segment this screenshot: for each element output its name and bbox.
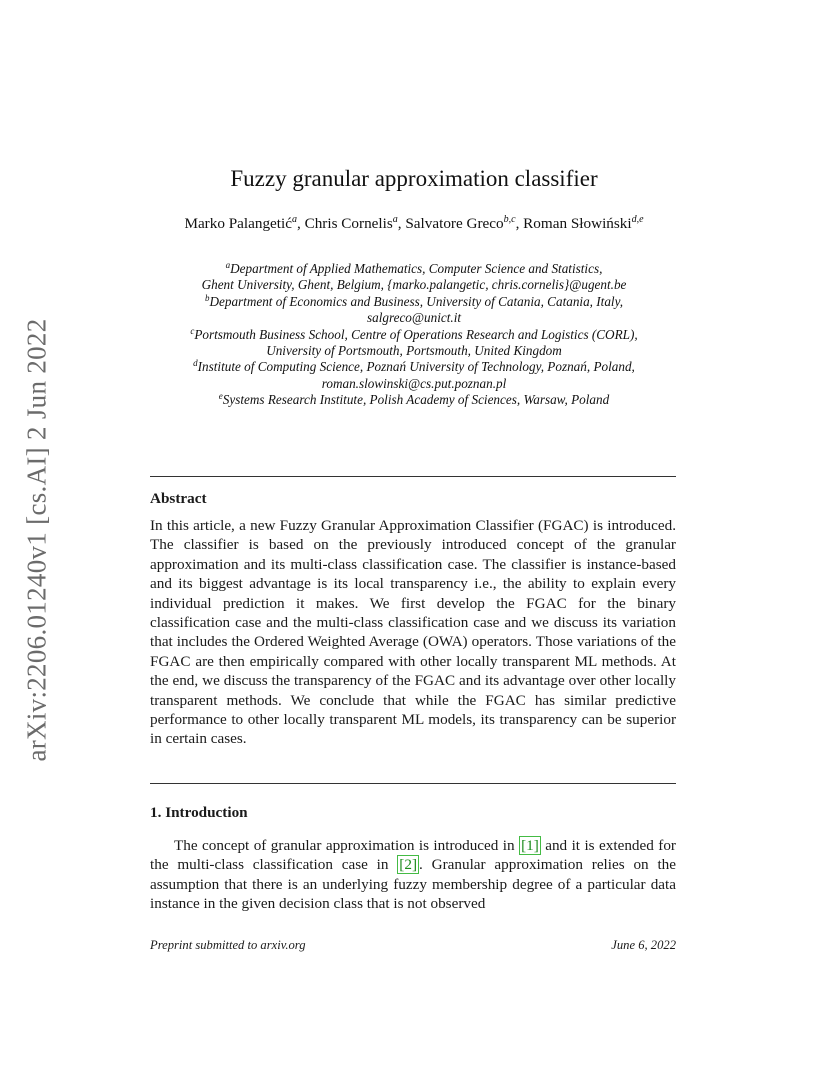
affiliation-mark: a [225,260,231,270]
affiliation-line [0,261,828,277]
affiliation-text: roman.slowinski@cs.put.poznan.pl [321,375,507,391]
affiliation-mark: c [190,325,195,336]
affiliations [0,261,828,409]
abstract-heading: Abstract [150,490,207,507]
affiliation-text: Ghent University, Ghent, Belgium, {marko.palangetic, chris.cornelis}@ugent.be [201,277,627,293]
affiliation-text: salgreco@unict.it [366,310,462,326]
submission-date: June 6, 2022 [611,938,676,952]
author-name: Marko Palangetić [184,215,292,232]
affiliation-line [0,392,828,408]
arxiv-identifier: arXiv:2206.01240v1 [cs.AI] 2 Jun 2022 [21,318,52,762]
abstract-text: In this article, a new Fuzzy Granular Approximation Classifier (FGAC) is introduced. The classifier is based on the previously introduced concept of the granular approximation and its multi-class classification case. The classifier is instance-based and its biggest advantage is its local transparency i.e., the ability to explain every individual prediction it makes. We first develop the FGAC for the binary classification case and the multi-class classification case and we discuss its variation that includes the Ordered Weighted Average (OWA) operators. Those variations of the FGAC are then empirically compared with other locally transparent ML methods. At the end, we discuss the transparency of the FGAC and its advantage over other locally transparent methods. We conclude that while the FGAC has similar predictive performance to other locally transparent ML models, its transparency can be superior in certain cases. [150,517,676,748]
paper-title: Fuzzy granular approximation classifier [230,166,598,191]
affiliation-text: Department of Applied Mathematics, Computer Science and Statistics, [230,261,603,276]
author-list: Marko Palangetić$^a$, Chris Cornelis$^a$, Salvatore Greco$^{b,c}$, Roman Słowiński$^{d,e}$ [184,214,644,232]
paragraph-text: and it is extended for the multi-class classification case in [150,837,676,874]
author-affiliation-mark: d,e [631,214,644,225]
affiliation-line [0,294,828,310]
abstract-bottom-rule [150,783,676,784]
affiliation-mark: d [193,358,198,369]
affiliation-text: Systems Research Institute, Polish Academy of Sciences, Warsaw, Poland [222,392,610,408]
affiliation-line [0,327,828,343]
section-heading-introduction: 1. Introduction [150,804,248,821]
author-name: Chris Cornelis [304,215,393,232]
affiliation-text: University of Portsmouth, Portsmouth, United Kingdom [266,343,562,359]
paragraph-text: The concept of granular approximation is introduced in [174,837,520,854]
affiliation-line [0,343,828,359]
author-name: Salvatore Greco [405,215,504,232]
author-affiliation-mark: a [392,214,398,225]
preprint-note: Preprint submitted to arxiv.org [150,938,306,952]
paragraph-text: . Granular approximation relies on the assumption that there is an underlying fuzzy membership degree of a particular data instance in the given decision class that is not observed [150,856,676,913]
author-name: Roman Słowiński [523,215,632,232]
affiliation-mark: b [204,292,210,303]
affiliation-text: Portsmouth Business School, Centre of Operations Research and Logistics (CORL), [194,326,638,342]
affiliation-line [0,310,828,326]
affiliation-line [0,376,828,392]
abstract-top-rule [150,476,676,477]
introduction-paragraph [150,836,676,914]
affiliation-text: Department of Economics and Business, University of Catania, Catania, Italy, [209,293,624,309]
affiliation-text: Institute of Computing Science, Poznań University of Technology, Poznań, Poland, [197,359,635,375]
citation-link[interactable]: [2] [399,856,418,874]
citation-link[interactable]: [1] [521,837,539,854]
affiliation-line [0,277,828,293]
affiliation-line [0,359,828,375]
author-affiliation-mark: a [291,214,297,225]
affiliation-mark: e [218,391,223,402]
author-affiliation-mark: b,c [503,214,516,225]
